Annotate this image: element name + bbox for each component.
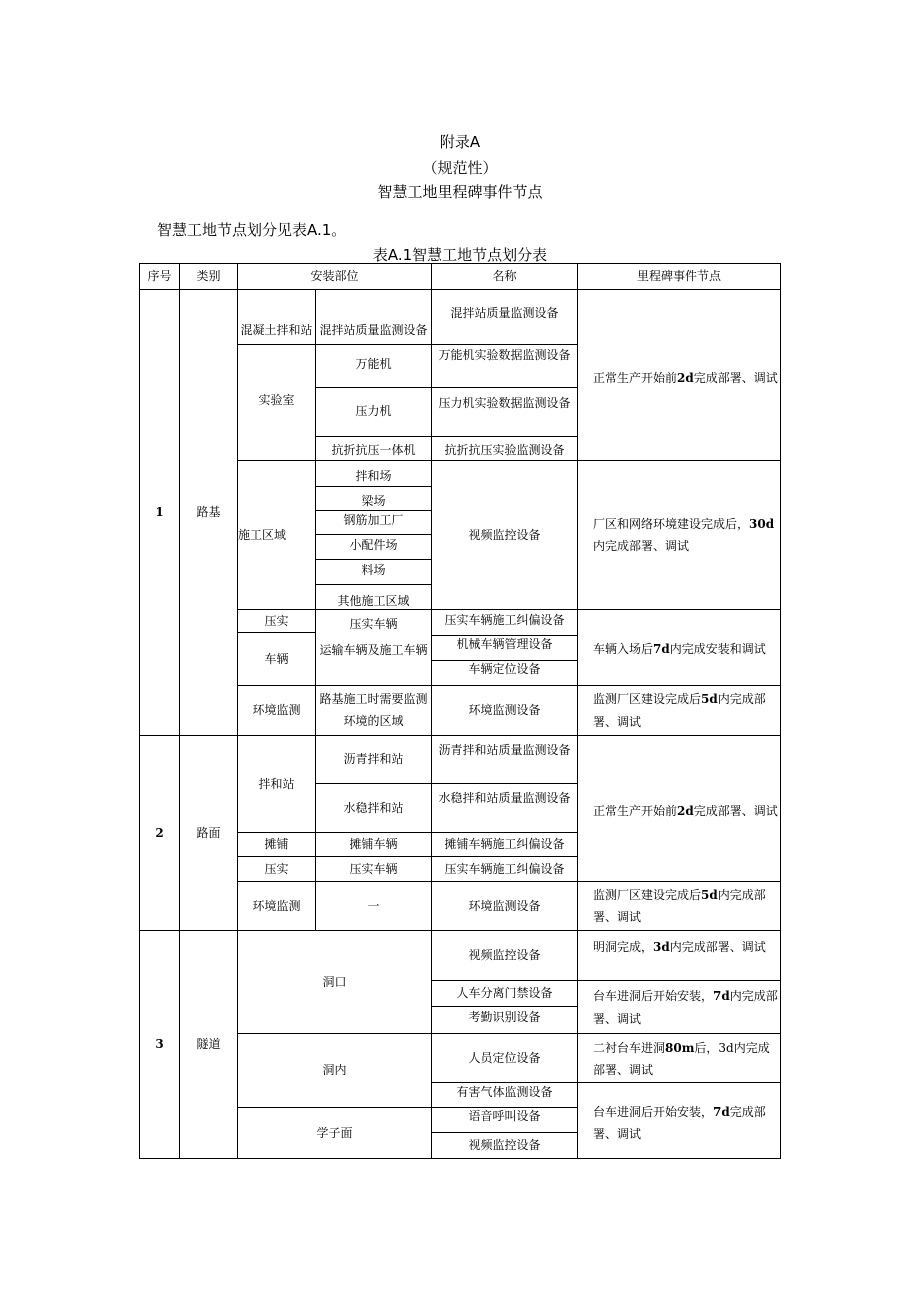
group-number: 1: [155, 505, 164, 520]
milestone-cell: 台车进洞后开始安装，7d内完成部署、调试: [593, 989, 778, 1026]
device-name-cell: 视频监控设备: [468, 1138, 541, 1153]
group-number: 3: [155, 1037, 164, 1052]
device-name-cell: 万能机实验数据监测设备: [438, 347, 571, 362]
sub-location-cell: 梁场: [361, 493, 386, 508]
appendix-heading: 智慧工地里程碑事件节点: [377, 183, 543, 201]
sub-location-cell: 料场: [361, 562, 386, 577]
location-cell: 车辆: [264, 651, 289, 666]
appendix-normative: （规范性）: [422, 159, 498, 177]
location-cell: 洞口: [322, 974, 347, 989]
group-category: 隧道: [196, 1037, 221, 1052]
milestone-cell: 监测厂区建设完成后5d内完成部署、调试: [593, 692, 766, 729]
device-name-cell: 压实车辆施工纠偏设备: [444, 861, 565, 876]
location-cell: 洞内: [322, 1063, 347, 1078]
sub-location-cell: 拌和场: [355, 468, 392, 483]
milestone-cell: 正常生产开始前2d完成部署、调试: [593, 803, 778, 818]
header-location: 安装部位: [310, 269, 359, 284]
location-cell: 环境监测: [252, 703, 301, 718]
sub-location-cell: 水稳拌和站: [343, 800, 404, 815]
location-cell: 环境监测: [252, 898, 301, 913]
sub-location-cell: 钢筋加工厂: [343, 512, 404, 527]
sub-location-cell: 摊铺车辆: [349, 837, 398, 852]
location-cell: 拌和站: [258, 776, 295, 791]
device-name-cell: 人员定位设备: [468, 1050, 541, 1065]
appendix-title: 附录A: [439, 133, 481, 151]
header-milestone: 里程碑事件节点: [636, 269, 721, 284]
device-name-cell: 混拌站质量监测设备: [450, 306, 559, 321]
location-cell: 施工区域: [238, 527, 287, 542]
sub-location-cell: 万能机: [355, 356, 392, 371]
device-name-cell: 抗折抗压实验监测设备: [444, 443, 565, 458]
sub-location-cell: 压实车辆: [349, 861, 398, 876]
milestone-cell: 二衬台车进洞80m后，3d内完成部署、调试: [593, 1040, 770, 1077]
milestone-cell: 正常生产开始前2d完成部署、调试: [593, 370, 778, 385]
location-cell: 混凝土拌和站: [240, 322, 313, 337]
sub-location-cell: 混拌站质量监测设备: [319, 322, 428, 337]
device-name-cell: 语音呼叫设备: [468, 1108, 541, 1123]
milestone-cell: 车辆入场后7d内完成安装和调试: [593, 641, 766, 656]
sub-location-cell: 运输车辆及施工车辆: [319, 642, 428, 657]
device-name-cell: 摊铺车辆施工纠偏设备: [444, 837, 565, 852]
device-name-cell: 人车分离门禁设备: [456, 986, 553, 1001]
sub-location-cell: 其他施工区域: [337, 593, 410, 608]
device-name-cell: 机械车辆管理设备: [456, 636, 553, 651]
header-category: 类别: [196, 269, 221, 284]
group-number: 2: [155, 825, 164, 840]
device-name-cell: 车辆定位设备: [468, 661, 541, 676]
header-no: 序号: [147, 269, 172, 284]
sub-location-cell: 抗折抗压一体机: [331, 443, 416, 458]
group-category: 路基: [196, 505, 221, 520]
device-name-cell: 视频监控设备: [468, 948, 541, 963]
table-caption: 表A.1智慧工地节点划分表: [372, 246, 548, 264]
device-name-cell: 视频监控设备: [468, 527, 541, 542]
sub-location-cell: 压实车辆: [349, 616, 398, 631]
sub-location-cell: 小配件场: [349, 537, 398, 552]
sub-location-cell: 一: [367, 898, 380, 913]
milestone-cell: 厂区和网络环境建设完成后，30d内完成部署、调试: [593, 516, 775, 553]
milestone-cell: 明洞完成，3d内完成部署、调试: [593, 939, 766, 954]
intro-text: 智慧工地节点划分见表A.1。: [157, 221, 347, 239]
sub-location-cell: 压力机: [355, 403, 392, 418]
device-name-cell: 考勤识别设备: [468, 1010, 541, 1025]
location-cell: 压实: [264, 613, 289, 628]
device-name-cell: 沥青拌和站质量监测设备: [438, 742, 571, 757]
device-name-cell: 环境监测设备: [468, 703, 541, 718]
sub-location-cell: 沥青拌和站: [343, 751, 404, 766]
device-name-cell: 环境监测设备: [468, 898, 541, 913]
location-cell: 压实: [264, 861, 289, 876]
device-name-cell: 有害气体监测设备: [456, 1084, 553, 1099]
location-cell: 学子面: [316, 1125, 353, 1140]
device-name-cell: 水稳拌和站质量监测设备: [438, 790, 571, 805]
location-cell: 实验室: [258, 392, 295, 407]
location-cell: 摊铺: [264, 837, 289, 852]
milestone-cell: 监测厂区建设完成后5d内完成部署、调试: [593, 887, 766, 924]
sub-location-cell: 路基施工时需要监测环境的区域: [319, 691, 428, 728]
device-name-cell: 压实车辆施工纠偏设备: [444, 612, 565, 627]
header-name: 名称: [492, 269, 517, 284]
group-category: 路面: [196, 825, 221, 840]
device-name-cell: 压力机实验数据监测设备: [438, 395, 571, 410]
milestone-cell: 台车进洞后开始安装，7d完成部署、调试: [593, 1104, 766, 1141]
